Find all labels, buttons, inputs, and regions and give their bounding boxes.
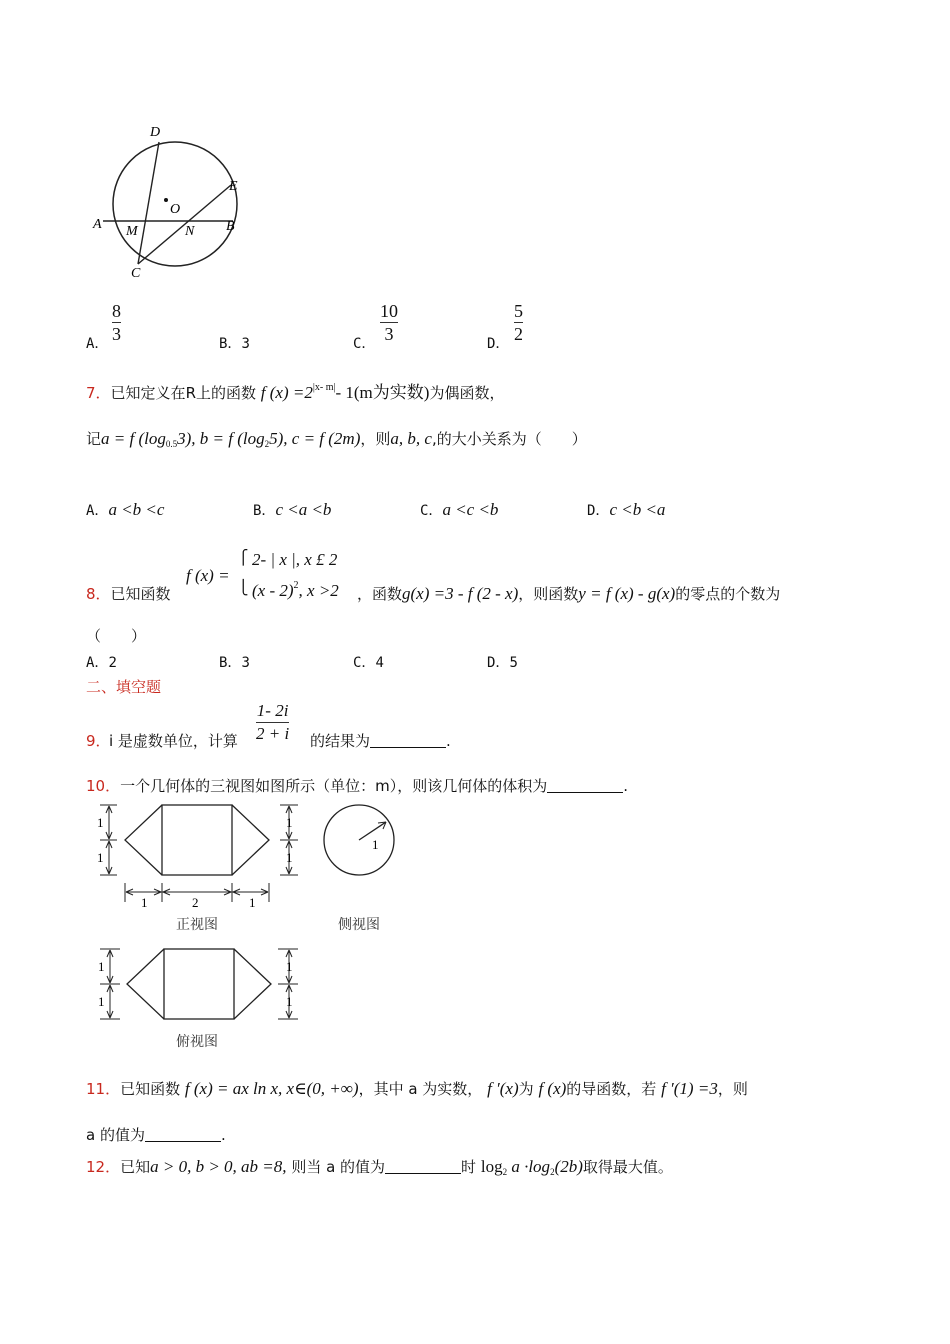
q7-option-c: C．a <c <b: [420, 500, 499, 519]
dim-front-left-1: 1: [97, 815, 104, 830]
dim-top-left-2: 1: [98, 994, 105, 1009]
label-M: M: [126, 224, 138, 239]
q11-line2: a 的值为 .: [86, 1126, 226, 1144]
dim-bottom-2: 2: [192, 895, 199, 910]
q7-line1: 7．已知定义在R上的函数 f $(x) =2^{|x- m|}-$ 1(m为实数)为偶函数，: [86, 382, 505, 402]
q12: 12．已知a > 0, b > 0, ab =8, 则当 a 的值为 时 $\log_2 a \cdot\log_2(2b)$取得最大值。: [86, 1157, 673, 1177]
front-view-label: 正视图: [176, 917, 218, 933]
label-B: B: [226, 219, 235, 234]
q8-option-c: C．4: [353, 655, 384, 671]
q8-piecewise: f (x) = ⎧ ⎩ 2- | x |, x £ 2 (x - 2)$^2$, x >2: [186, 550, 339, 600]
q7-option-d: D．c <b <a: [587, 500, 666, 519]
q11-line1: 11．已知函数 f (x) = ax ln x, x∈(0, +∞)，其中 a 为实数， f ′(x)为 f (x)的导函数，若 f ′(1) =3，则: [86, 1079, 748, 1098]
label-E: E: [229, 179, 238, 194]
three-view-figure: [92, 800, 412, 1060]
label-A: A: [93, 217, 102, 232]
q8-option-a: A．2: [86, 655, 117, 671]
q8-option-d: D．5: [487, 655, 518, 671]
dim-bottom-3: 1: [249, 895, 256, 910]
label-C: C: [131, 266, 141, 281]
dim-front-right-1: 1: [286, 815, 293, 830]
q7-line2: 记a = f $(\log_{0.5}3)$, b = f $(\log_25)$, c = f (2m)，则a, b, c,的大小关系为（ ）: [86, 429, 587, 449]
q8-line1-rest: ，函数g(x) =3 - f (2 - x)，则函数y = f (x) - g(x)的零点的个数为: [357, 584, 781, 603]
q8-paren: （ ）: [86, 627, 147, 645]
side-view-label: 侧视图: [338, 917, 380, 933]
section-heading: 二、填空题: [86, 678, 162, 696]
q8-line1: 8．已知函数: [86, 585, 171, 603]
radius-label: 1: [372, 837, 379, 852]
dim-bottom-1: 1: [141, 895, 148, 910]
label-D: D: [150, 125, 161, 140]
q7-option-a: A．a <b <c: [86, 500, 165, 519]
dim-front-right-2: 1: [286, 850, 293, 865]
label-N: N: [185, 224, 195, 239]
top-view-label: 俯视图: [176, 1034, 218, 1050]
dim-top-right-1: 1: [286, 959, 293, 974]
q8-option-b: B．3: [219, 655, 250, 671]
q6-option-b: B．3: [219, 336, 250, 352]
circle-figure: [88, 118, 258, 288]
label-O: O: [170, 202, 181, 217]
q7-option-b: B．c <a <b: [253, 500, 332, 519]
q10-text: 10．一个几何体的三视图如图所示（单位：m），则该几何体的体积为 .: [86, 777, 628, 795]
dim-top-right-2: 1: [286, 994, 293, 1009]
dim-top-left-1: 1: [98, 959, 105, 974]
dim-front-left-2: 1: [97, 850, 104, 865]
